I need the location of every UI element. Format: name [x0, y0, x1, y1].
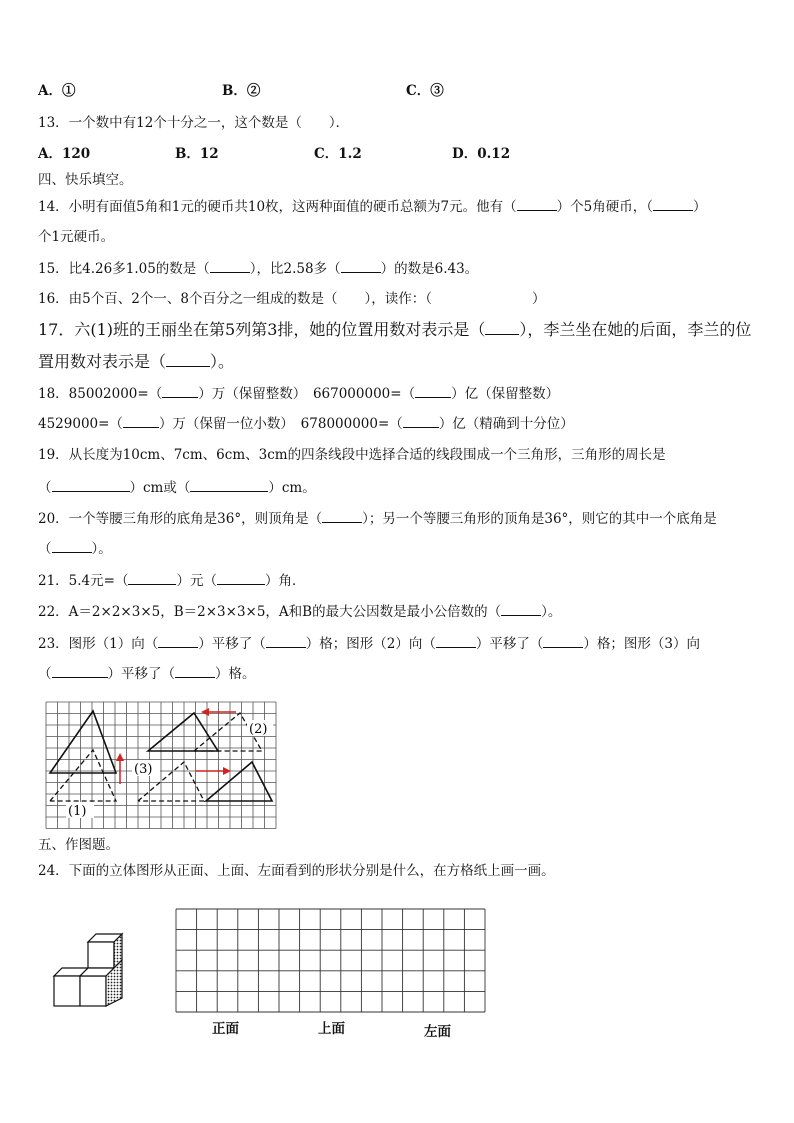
q20-line2 [38, 539, 112, 558]
q18-line1 [38, 384, 559, 403]
label-2: (2) [249, 722, 268, 737]
q23-blank-4[interactable] [543, 634, 583, 648]
q17-blank-1[interactable] [485, 321, 519, 335]
q19-blank-1[interactable] [52, 478, 130, 492]
q20-text-a: 20．一个等腰三角形的底角是36°，则顶角是（ [38, 511, 323, 527]
q23-blank-1[interactable] [158, 634, 198, 648]
q21-blank-1[interactable] [128, 571, 176, 585]
q20-blank-2[interactable] [52, 539, 92, 553]
q14-line1 [38, 197, 706, 216]
q21-text-a: 21．5.4元=（ [38, 573, 129, 589]
cube-stack-figure [50, 930, 130, 1014]
q23-blank-2[interactable] [266, 634, 306, 648]
grid-label-top: 上面 [318, 1021, 345, 1037]
q23-line2 [38, 664, 256, 683]
q18-text-d: 4529000=（ [38, 416, 123, 432]
q21-blank-2[interactable] [217, 571, 265, 585]
label-3: (3) [134, 762, 153, 777]
q20-blank-1[interactable] [322, 509, 362, 523]
q17-line1 [38, 320, 751, 340]
q23-line1 [38, 634, 700, 653]
q18-text-a: 18．85002000=（ [38, 386, 163, 402]
q13-stem: 13．一个数中有12个十分之一，这个数是（ ）． [38, 115, 350, 131]
q23-text-g: ）平移了（ [107, 666, 175, 682]
q17-text-a: 17．六(1)班的王丽坐在第5列第3排，她的位置用数对表示是（ [38, 320, 486, 339]
q22-text-a: 22．A＝2×2×3×5，B＝2×3×3×5，A和B的最大公因数是最小公倍数的（ [38, 604, 502, 620]
q24-stem: 24．下面的立体图形从正面、上面、左面看到的形状分别是什么，在方格纸上画一画。 [38, 863, 555, 879]
q23-text-h: ）格。 [215, 666, 256, 682]
q15-text-b: ），比2.58多（ [249, 261, 341, 277]
q23-translation-grid [44, 700, 278, 830]
q13-option-a: A．120 [38, 146, 91, 162]
q21 [38, 571, 305, 590]
q18-blank-2[interactable] [415, 384, 451, 398]
q22-text-b: ）。 [541, 604, 562, 620]
q18-line2 [38, 414, 574, 433]
q18-text-b: ）万（保留整数） 667000000=（ [198, 386, 416, 402]
q14-line2: 个1元硬币。 [38, 229, 115, 245]
q20-text-b: ）；另一个等腰三角形的顶角是36°，则它的其中一个底角是 [362, 511, 717, 527]
q19-line2 [38, 478, 316, 497]
q19-line1: 19．从长度为10cm、7cm、6cm、3cm的四条线段中选择合适的线段围成一个三角形，三角形的周长是 [38, 447, 666, 463]
q18-text-e: ）万（保留一位小数） 678000000=（ [158, 416, 403, 432]
grid-label-front: 正面 [212, 1021, 239, 1037]
q14-text-c: ） [692, 199, 707, 215]
q20-text-c: （ [38, 541, 52, 557]
q19-text-a: （ [38, 480, 52, 496]
triangle-3 [206, 762, 272, 801]
q16-text-b: ） [531, 291, 546, 307]
q20-text-d: ）。 [91, 541, 112, 557]
q14-text-b: ）个5角硬币，（ [556, 199, 653, 215]
q21-text-c: ）角． [264, 573, 306, 589]
q12-option-a: A．① [38, 83, 76, 99]
q23-blank-6[interactable] [175, 664, 215, 678]
section-4-heading: 四、快乐填空。 [38, 172, 133, 188]
q20-line1 [38, 509, 717, 528]
q23-blank-3[interactable] [436, 634, 476, 648]
grid-label-left: 左面 [424, 1024, 451, 1040]
q15-blank-2[interactable] [341, 259, 381, 273]
q18-text-f: ）亿（精确到十分位） [438, 416, 574, 432]
q16-text-a: 16．由5个百、2个一、8个百分之一组成的数是（ ），读作：（ [38, 291, 432, 307]
q23-text-c: ）格；图形（2）向（ [305, 636, 436, 652]
q23-blank-5[interactable] [52, 664, 108, 678]
q17-blank-2[interactable] [166, 353, 210, 367]
q16 [38, 290, 545, 308]
q14-blank-2[interactable] [653, 197, 693, 211]
q21-text-b: ）元（ [176, 573, 217, 589]
q19-blank-2[interactable] [190, 478, 268, 492]
arrow-right [196, 767, 231, 775]
triangle-1 [50, 711, 116, 773]
label-1: (1) [68, 804, 87, 819]
q15-text-c: ）的数是6.43。 [380, 261, 479, 277]
q13-option-d: D．0.12 [452, 146, 511, 162]
q22 [38, 602, 561, 621]
arrow-up [116, 753, 124, 784]
q19-text-c: ）cm。 [268, 480, 316, 496]
triangle-2 [148, 713, 218, 751]
q23-text-d: ）平移了（ [475, 636, 544, 652]
q18-blank-4[interactable] [403, 414, 439, 428]
q13-option-b: B．12 [175, 146, 219, 162]
q12-option-b: B．② [222, 83, 261, 99]
q17-text-c: 置用数对表示是（ [38, 352, 167, 371]
section-5-heading: 五、作图题。 [38, 837, 119, 853]
q23-text-b: ）平移了（ [198, 636, 266, 652]
q17-text-d: ）。 [210, 352, 235, 371]
q17-line2 [38, 352, 234, 372]
q18-blank-3[interactable] [123, 414, 159, 428]
q15-blank-1[interactable] [210, 259, 250, 273]
q18-text-c: ）亿（保留整数） [451, 386, 560, 402]
q14-text-a: 14．小明有面值5角和1元的硬币共10枚，这两种面值的硬币总额为7元。他有（ [38, 199, 517, 215]
q23-text-e: ）格；图形（3）向 [583, 636, 700, 652]
q18-blank-1[interactable] [162, 384, 198, 398]
q14-blank-1[interactable] [517, 197, 557, 211]
q23-text-f: （ [38, 666, 52, 682]
q19-text-b: ）cm或（ [129, 480, 191, 496]
q15 [38, 259, 478, 278]
q17-text-b: ），李兰坐在她的后面，李兰的位 [519, 320, 752, 339]
q24-drawing-grid[interactable] [174, 905, 490, 1015]
q12-option-c: C．③ [406, 83, 444, 99]
q22-blank[interactable] [501, 602, 541, 616]
q15-text-a: 15．比4.26多1.05的数是（ [38, 261, 210, 277]
q13-option-c: C．1.2 [314, 146, 362, 162]
q23-text-a: 23．图形（1）向（ [38, 636, 159, 652]
